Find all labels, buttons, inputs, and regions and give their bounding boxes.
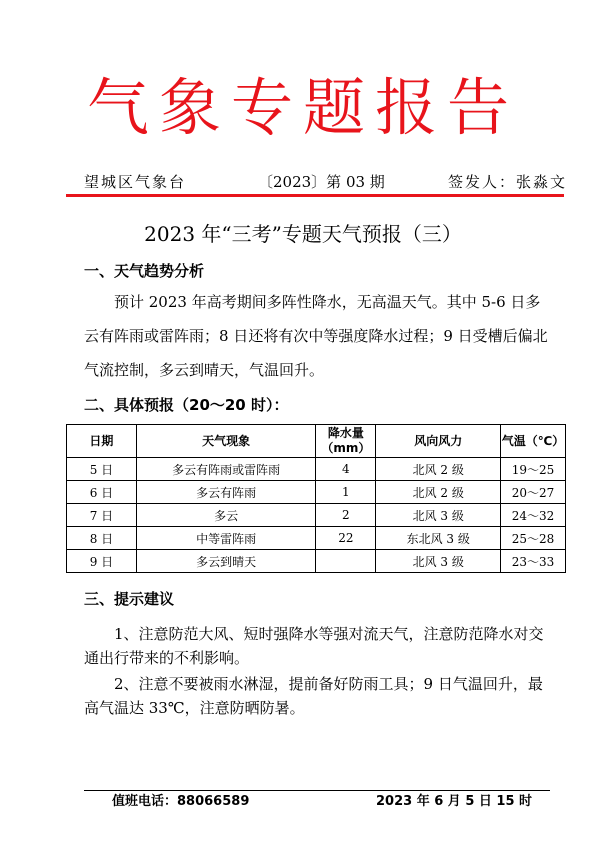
section1-heading: 一、天气趋势分析 [84,262,205,280]
cell-temp: 23～33 [501,550,566,573]
section3-heading: 三、提示建议 [84,590,175,608]
cell-phenomenon: 多云有阵雨 [136,481,316,504]
cell-date: 9 日 [67,550,137,573]
header-date: 日期 [67,425,137,458]
header-rain: 降水量（mm） [316,425,376,458]
forecast-table [66,424,566,573]
cell-phenomenon: 多云到晴天 [136,550,316,573]
cell-temp: 19～25 [501,458,566,481]
cell-rain: 4 [316,458,376,481]
cell-wind: 北风 3 级 [376,504,501,527]
issue-line [0,170,606,194]
advice-item-2: 2、注意不要被雨水淋湿，提前备好防雨工具；9 日气温回升，最高气温达 33℃，注意防晒防暑。 [84,675,543,717]
table-row [67,527,566,550]
header-phenomenon: 天气现象 [136,425,316,458]
table-row [67,458,566,481]
duty-phone: 值班电话：88066589 [112,794,250,809]
section1-body: 预计 2023 年高考期间多阵性降水，无高温天气。其中 5-6 日多云有阵雨或雷阵雨；8 日还将有次中等强度降水过程；9 日受槽后偏北气流控制，多云到晴天，气温回升。 [84,293,548,379]
cell-wind: 北风 2 级 [376,481,501,504]
advice-item-1: 1、注意防范大风、短时强降水等强对流天气，注意防范降水对交通出行带来的不利影响。 [84,625,544,667]
cell-temp: 24～32 [501,504,566,527]
cell-temp: 20～27 [501,481,566,504]
signer: 签发人：张淼文 [448,173,568,191]
document-title: 2023 年“三考”专题天气预报（三） [144,222,462,246]
report-masthead: 气象专题报告 [86,71,519,144]
issue-number: 〔2023〕第 03 期 [258,173,385,191]
table-header-row [67,425,566,458]
table-row [67,550,566,573]
cell-wind: 东北风 3 级 [376,527,501,550]
table-row [67,481,566,504]
cell-date: 7 日 [67,504,137,527]
cell-rain: 1 [316,481,376,504]
issuer-name: 望城区气象台 [84,173,187,191]
cell-temp: 25～28 [501,527,566,550]
cell-wind: 北风 2 级 [376,458,501,481]
cell-date: 8 日 [67,527,137,550]
cell-rain [316,550,376,573]
header-red-rule [66,194,564,197]
cell-phenomenon: 中等雷阵雨 [136,527,316,550]
cell-phenomenon: 多云 [136,504,316,527]
header-temp: 气温（℃） [501,425,566,458]
header-wind: 风向风力 [376,425,501,458]
footer [0,792,606,812]
cell-wind: 北风 3 级 [376,550,501,573]
cell-date: 5 日 [67,458,137,481]
footer-rule [84,790,550,791]
cell-phenomenon: 多云有阵雨或雷阵雨 [136,458,316,481]
cell-rain: 22 [316,527,376,550]
table-row [67,504,566,527]
issue-datetime: 2023 年 6 月 5 日 15 时 [376,794,533,809]
section2-heading: 二、具体预报（20～20 时）： [84,396,289,414]
cell-date: 6 日 [67,481,137,504]
cell-rain: 2 [316,504,376,527]
